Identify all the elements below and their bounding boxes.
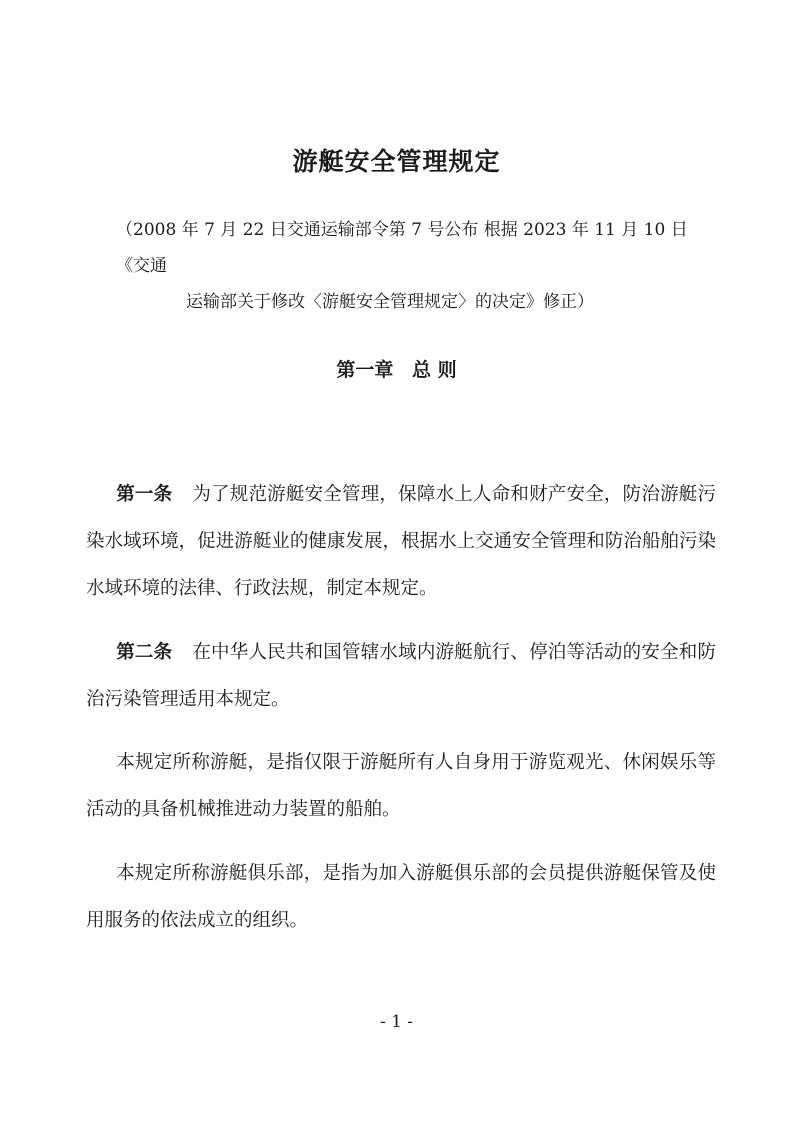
chapter-heading xyxy=(0,355,793,382)
yacht-club-definition-paragraph xyxy=(86,850,716,944)
chapter-number: 第一章 xyxy=(336,359,394,381)
document-title: 游艇安全管理规定 xyxy=(292,147,501,176)
article-2-paragraph xyxy=(86,629,716,723)
document-subtitle xyxy=(116,212,716,320)
article-1-text: 为了规范游艇安全管理，保障水上人命和财产安全，防治游艇污染水域环境，促进游艇业的健康发展，根据水上交通安全管理和防治船舶污染水域环境的法律、行政法规，制定本规定。 xyxy=(86,484,716,599)
yacht-definition-text: 本规定所称游艇，是指仅限于游艇所有人自身用于游览观光、休闲娱乐等活动的具备机械推进动力装置的船舶。 xyxy=(86,752,716,820)
subtitle-line-1: （2008 年 7 月 22 日交通运输部令第 7 号公布 根据 2023 年 11 月 10 日《交通 xyxy=(116,220,688,276)
article-2-label: 第二条 xyxy=(116,642,173,663)
article-1-paragraph xyxy=(86,471,716,612)
subtitle-line-2: 运输部关于修改〈游艇安全管理规定〉的决定》修正） xyxy=(186,292,594,312)
chapter-name: 总 则 xyxy=(412,359,457,381)
page-number: - 1 - xyxy=(379,1012,414,1032)
article-1-label: 第一条 xyxy=(116,484,173,505)
article-2-text: 在中华人民共和国管辖水域内游艇航行、停泊等活动的安全和防治污染管理适用本规定。 xyxy=(86,642,716,710)
yacht-club-definition-text: 本规定所称游艇俱乐部，是指为加入游艇俱乐部的会员提供游艇保管及使用服务的依法成立的组织。 xyxy=(86,863,716,931)
yacht-definition-paragraph xyxy=(86,739,716,833)
